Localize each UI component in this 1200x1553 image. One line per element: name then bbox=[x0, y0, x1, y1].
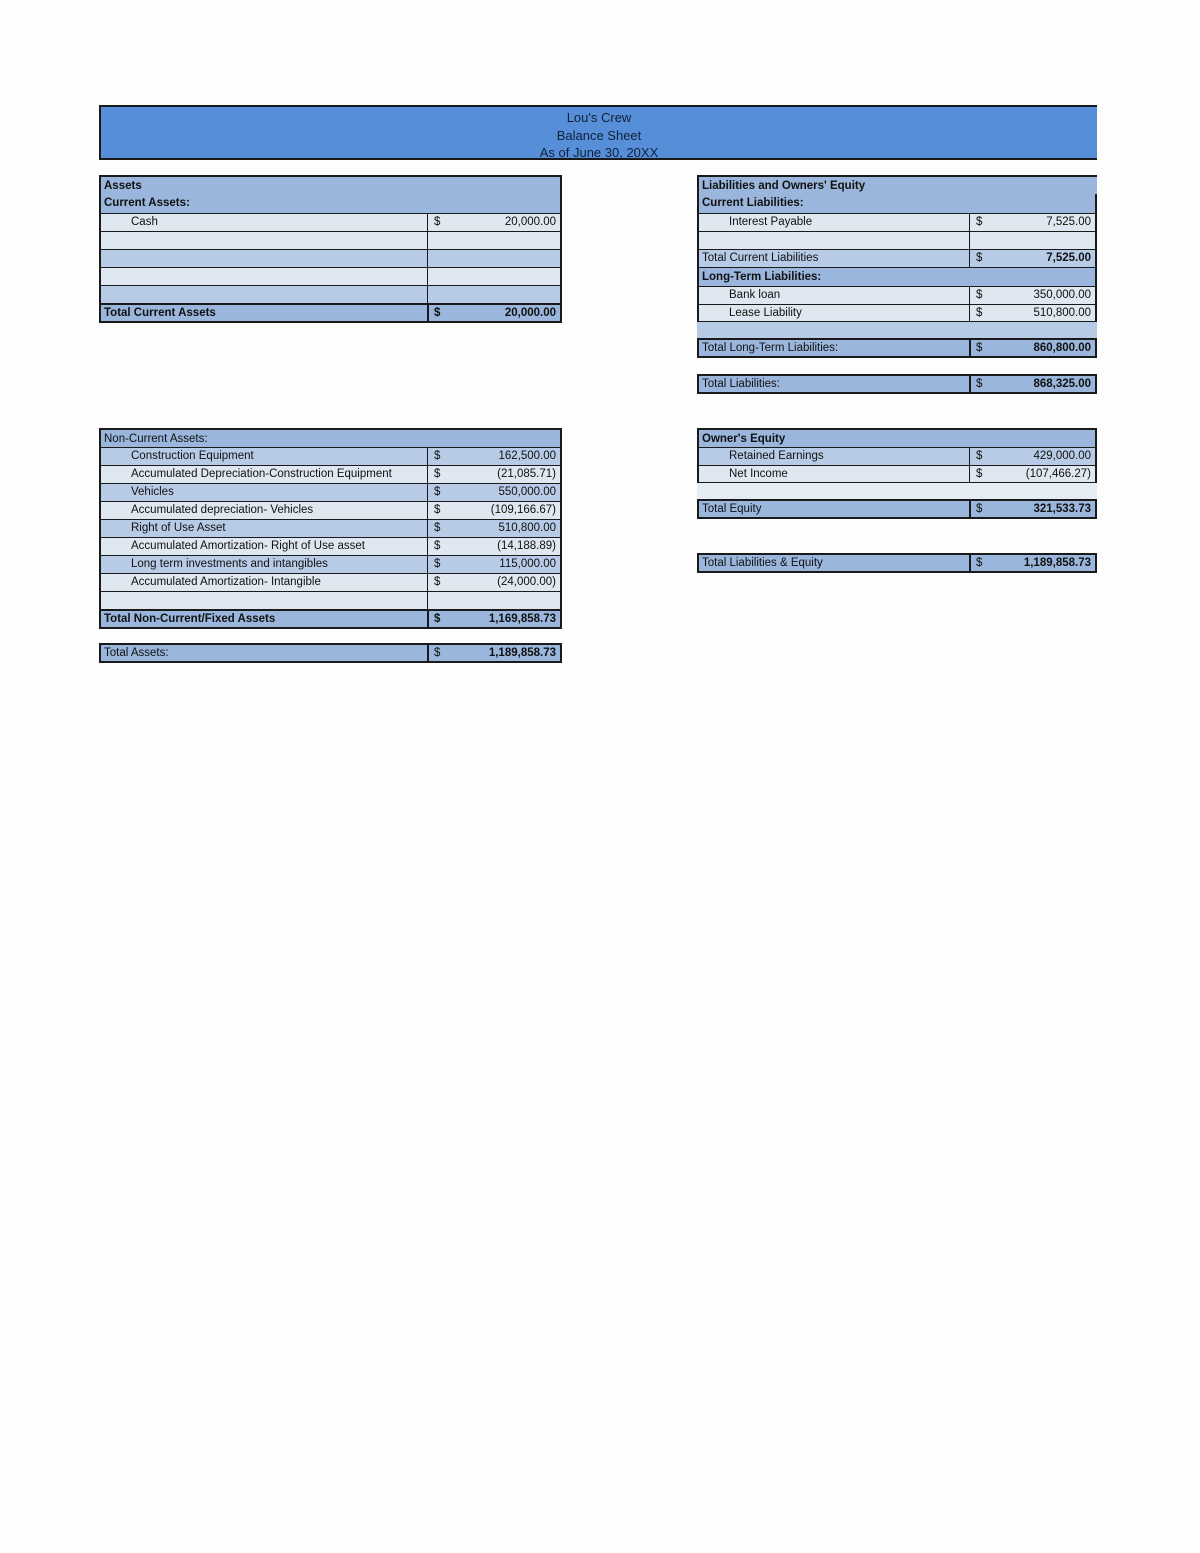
sheet-title: Balance Sheet bbox=[556, 127, 642, 143]
column-divider bbox=[427, 501, 428, 520]
assets-heading: Assets bbox=[99, 175, 562, 194]
line-item-amount: 510,800.00 bbox=[1033, 307, 1091, 319]
column-divider bbox=[427, 465, 428, 484]
table-row[interactable] bbox=[697, 286, 1097, 304]
empty-row[interactable] bbox=[697, 231, 1097, 249]
liabilities-section bbox=[697, 175, 1097, 394]
column-divider bbox=[427, 213, 428, 232]
column-divider bbox=[969, 213, 970, 232]
column-divider bbox=[969, 304, 970, 322]
empty-row[interactable] bbox=[99, 591, 562, 609]
total-amount: 868,325.00 bbox=[1033, 378, 1091, 390]
column-divider bbox=[969, 500, 971, 518]
column-divider bbox=[427, 249, 428, 268]
table-row[interactable] bbox=[697, 447, 1097, 465]
long-term-liabilities-heading: Long-Term Liabilities: bbox=[697, 267, 1097, 286]
current-assets-heading: Current Assets: bbox=[99, 194, 562, 213]
line-item-label: Right of Use Asset bbox=[131, 522, 226, 534]
gap bbox=[697, 358, 1097, 374]
column-divider bbox=[427, 231, 428, 250]
line-item-amount: (24,000.00) bbox=[497, 576, 556, 588]
column-divider bbox=[427, 285, 428, 304]
gap bbox=[697, 519, 1097, 553]
currency-symbol: $ bbox=[434, 504, 441, 516]
owners-equity-heading: Owner's Equity bbox=[697, 428, 1097, 447]
line-item-amount: 162,500.00 bbox=[498, 450, 556, 462]
non-current-assets-heading: Non-Current Assets: bbox=[99, 428, 562, 447]
total-label: Total Assets: bbox=[104, 647, 169, 659]
line-item-label: Accumulated depreciation- Vehicles bbox=[131, 504, 314, 516]
currency-symbol: $ bbox=[434, 307, 441, 319]
currency-symbol: $ bbox=[434, 647, 441, 659]
currency-symbol: $ bbox=[976, 378, 983, 390]
total-equity-row[interactable] bbox=[697, 499, 1097, 519]
line-item-label: Bank loan bbox=[729, 289, 781, 301]
empty-row[interactable] bbox=[99, 249, 562, 267]
table-row[interactable] bbox=[99, 573, 562, 591]
column-divider bbox=[427, 519, 428, 538]
table-row[interactable] bbox=[99, 483, 562, 501]
owners-equity-section bbox=[697, 428, 1097, 573]
line-item-label: Construction Equipment bbox=[131, 450, 254, 462]
column-divider bbox=[427, 610, 429, 628]
column-divider bbox=[969, 465, 970, 483]
currency-symbol: $ bbox=[976, 503, 983, 515]
line-item-amount: 510,800.00 bbox=[498, 522, 556, 534]
total-amount: 1,169,858.73 bbox=[488, 613, 556, 625]
currency-symbol: $ bbox=[434, 540, 441, 552]
line-item-amount: 20,000.00 bbox=[504, 216, 556, 228]
line-item-label: Net Income bbox=[729, 468, 788, 480]
line-item-label: Lease Liability bbox=[729, 307, 802, 319]
column-divider bbox=[427, 555, 428, 574]
line-item-label: Accumulated Depreciation-Construction Equipment bbox=[131, 468, 392, 480]
currency-symbol: $ bbox=[976, 307, 983, 319]
line-item-label: Interest Payable bbox=[729, 216, 813, 228]
currency-symbol: $ bbox=[434, 613, 441, 625]
line-item-label: Long term investments and intangibles bbox=[131, 558, 328, 570]
column-divider bbox=[427, 304, 429, 322]
table-row[interactable] bbox=[697, 213, 1097, 231]
line-item-label: Vehicles bbox=[131, 486, 174, 498]
line-item-amount: (107,466.27) bbox=[1025, 468, 1091, 480]
line-item-amount: 7,525.00 bbox=[1046, 216, 1091, 228]
company-name: Lou's Crew bbox=[566, 110, 632, 125]
column-divider bbox=[427, 483, 428, 502]
total-label: Total Liabilities & Equity bbox=[702, 557, 823, 569]
line-item-amount: 115,000.00 bbox=[499, 558, 556, 570]
currency-symbol: $ bbox=[976, 252, 983, 264]
sheet-header bbox=[99, 105, 1097, 160]
currency-symbol: $ bbox=[976, 342, 983, 354]
table-row[interactable] bbox=[99, 555, 562, 573]
table-row[interactable] bbox=[99, 519, 562, 537]
empty-row[interactable] bbox=[99, 231, 562, 249]
column-divider bbox=[427, 644, 429, 662]
table-row[interactable] bbox=[697, 465, 1097, 483]
gap bbox=[99, 629, 562, 643]
total-amount: 860,800.00 bbox=[1033, 342, 1091, 354]
total-long-term-liabilities-row[interactable] bbox=[697, 338, 1097, 358]
column-divider bbox=[427, 267, 428, 286]
empty-row[interactable] bbox=[99, 285, 562, 303]
column-divider bbox=[427, 447, 428, 466]
column-divider bbox=[427, 591, 428, 610]
spacer-row bbox=[697, 483, 1097, 499]
current-liabilities-heading: Current Liabilities: bbox=[697, 194, 1097, 213]
column-divider bbox=[969, 249, 970, 268]
currency-symbol: $ bbox=[434, 522, 441, 534]
line-item-amount: 550,000.00 bbox=[498, 486, 556, 498]
line-item-amount: (109,166.67) bbox=[490, 504, 556, 516]
column-divider bbox=[969, 554, 971, 572]
total-label: Total Long-Term Liabilities: bbox=[702, 342, 839, 354]
line-item-amount: 429,000.00 bbox=[1033, 450, 1091, 462]
line-item-amount: (14,188.89) bbox=[497, 540, 556, 552]
column-divider bbox=[969, 339, 971, 357]
column-divider bbox=[969, 286, 970, 305]
total-amount: 1,189,858.73 bbox=[488, 647, 556, 659]
currency-symbol: $ bbox=[434, 450, 441, 462]
currency-symbol: $ bbox=[434, 486, 441, 498]
column-divider bbox=[427, 573, 428, 592]
total-label: Total Equity bbox=[702, 503, 762, 515]
total-amount: 7,525.00 bbox=[1046, 252, 1091, 264]
total-assets-row[interactable] bbox=[99, 643, 562, 663]
table-row[interactable] bbox=[99, 537, 562, 555]
table-row[interactable] bbox=[99, 465, 562, 483]
spacer-row bbox=[697, 322, 1097, 338]
total-amount: 20,000.00 bbox=[504, 307, 556, 319]
column-divider bbox=[969, 231, 970, 250]
total-liabilities-equity-row[interactable] bbox=[697, 553, 1097, 573]
liabilities-heading: Liabilities and Owners' Equity bbox=[697, 175, 1097, 194]
column-divider bbox=[969, 447, 970, 466]
column-divider bbox=[969, 375, 971, 393]
non-current-assets-section bbox=[99, 428, 562, 663]
empty-row[interactable] bbox=[99, 267, 562, 285]
currency-symbol: $ bbox=[976, 289, 983, 301]
total-non-current-assets-row[interactable] bbox=[99, 609, 562, 629]
current-assets-section bbox=[99, 175, 562, 323]
line-item-label: Accumulated Amortization- Intangible bbox=[131, 576, 321, 588]
sheet-date: As of June 30, 20XX bbox=[539, 145, 659, 160]
currency-symbol: $ bbox=[434, 576, 441, 588]
total-label: Total Current Liabilities bbox=[702, 252, 819, 264]
column-divider bbox=[427, 537, 428, 556]
total-liabilities-row[interactable] bbox=[697, 374, 1097, 394]
table-row[interactable] bbox=[697, 304, 1097, 322]
total-current-liabilities-row[interactable] bbox=[697, 249, 1097, 267]
table-row[interactable] bbox=[99, 213, 562, 231]
line-item-label: Cash bbox=[131, 216, 158, 228]
total-current-assets-row[interactable] bbox=[99, 303, 562, 323]
total-label: Total Non-Current/Fixed Assets bbox=[104, 613, 276, 625]
table-row[interactable] bbox=[99, 447, 562, 465]
currency-symbol: $ bbox=[976, 557, 983, 569]
line-item-amount: (21,085.71) bbox=[497, 468, 556, 480]
table-row[interactable] bbox=[99, 501, 562, 519]
line-item-label: Retained Earnings bbox=[729, 450, 824, 462]
currency-symbol: $ bbox=[434, 216, 441, 228]
total-label: Total Current Assets bbox=[104, 307, 216, 319]
currency-symbol: $ bbox=[434, 468, 441, 480]
currency-symbol: $ bbox=[976, 450, 983, 462]
currency-symbol: $ bbox=[434, 558, 441, 570]
line-item-amount: 350,000.00 bbox=[1033, 289, 1091, 301]
total-amount: 321,533.73 bbox=[1033, 503, 1091, 515]
total-label: Total Liabilities: bbox=[702, 378, 780, 390]
total-amount: 1,189,858.73 bbox=[1023, 557, 1091, 569]
currency-symbol: $ bbox=[976, 216, 983, 228]
currency-symbol: $ bbox=[976, 468, 983, 480]
line-item-label: Accumulated Amortization- Right of Use asset bbox=[131, 540, 365, 552]
